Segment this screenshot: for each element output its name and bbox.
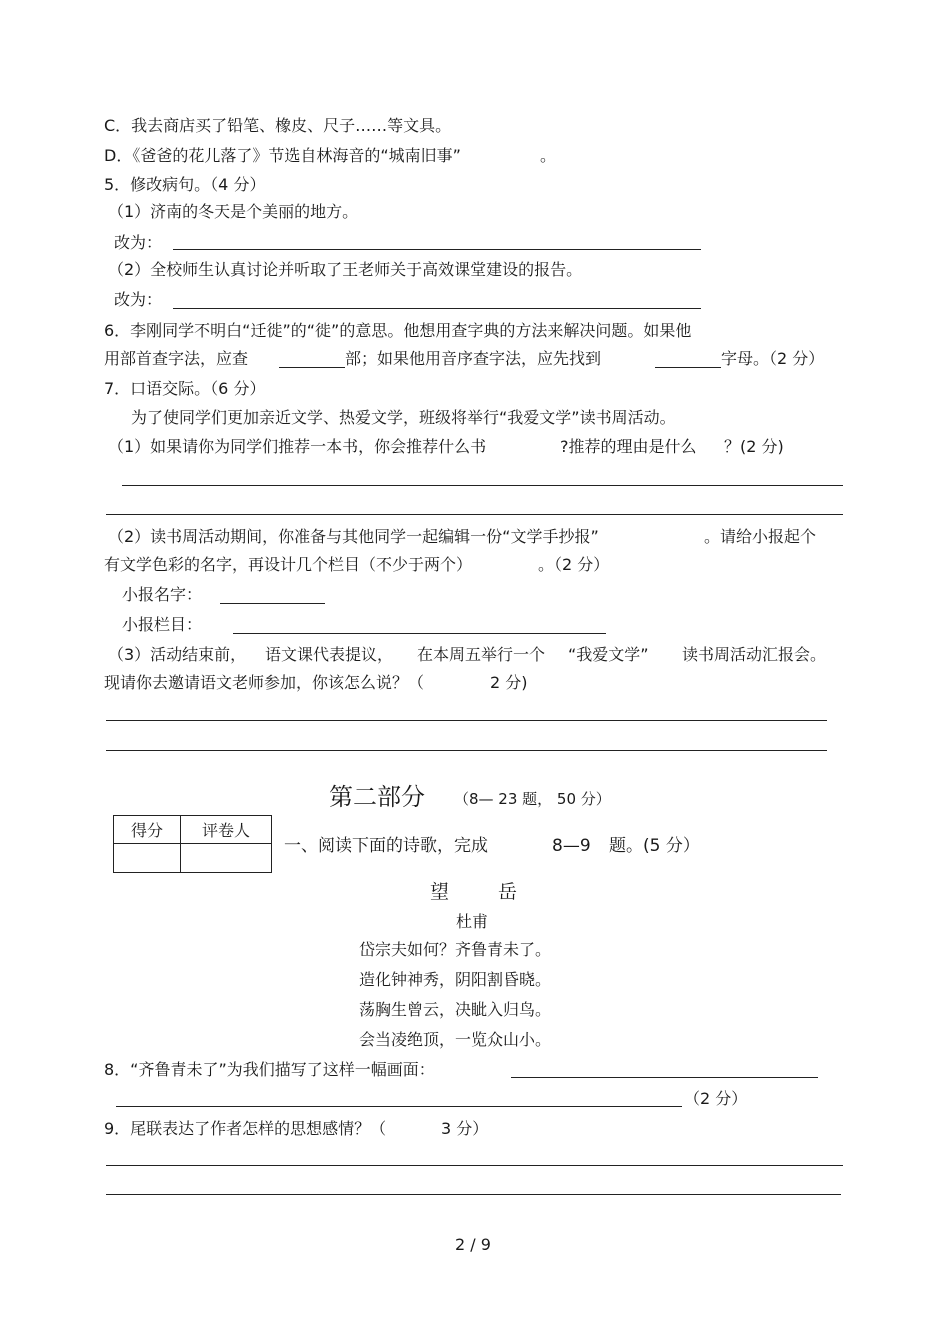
poem-line: 造化钟神秀，阴阳割昏晓。 bbox=[359, 970, 552, 989]
q6-line2-c: 字母。（2 分） bbox=[721, 349, 825, 368]
q7-2-d: 。（2 分） bbox=[538, 555, 610, 574]
q7-paper-columns-label: 小报栏目： bbox=[122, 615, 203, 634]
q7-3-d: “我爱文学” bbox=[568, 645, 649, 664]
section-1-a: 一、阅读下面的诗歌，完成 bbox=[284, 836, 488, 856]
q7-1-c: ？(2 分) bbox=[724, 437, 784, 456]
poem-line: 荡胸生曾云，决眦入归鸟。 bbox=[359, 1000, 552, 1019]
q6-radical-blank[interactable] bbox=[279, 367, 345, 368]
q6-line2-a: 用部首查字法，应查 bbox=[104, 349, 249, 368]
q8-text: 8．“齐鲁青未了”为我们描写了这样一幅画面： bbox=[104, 1060, 435, 1079]
q5-heading: 5．修改病句。（4 分） bbox=[104, 175, 266, 194]
q5-2: （2）全校师生认真讨论并听取了王老师关于高效课堂建设的报告。 bbox=[108, 260, 583, 279]
part2-range: （8— 23 题， 50 分） bbox=[454, 790, 611, 808]
q7-paper-name-blank[interactable] bbox=[220, 603, 325, 604]
q7-3-answer-line-1[interactable] bbox=[106, 720, 827, 721]
q7-paper-name-label: 小报名字： bbox=[122, 585, 203, 604]
q5-1: （1）济南的冬天是个美丽的地方。 bbox=[108, 202, 359, 221]
option-c: C．我去商店买了铅笔、橡皮、尺子……等文具。 bbox=[104, 116, 452, 135]
score-table bbox=[113, 815, 272, 873]
q7-3-g: 2 分) bbox=[490, 673, 528, 692]
q9-text: 9．尾联表达了作者怎样的思想感情？（ bbox=[104, 1119, 387, 1138]
score-header: 得分 bbox=[114, 816, 181, 844]
section-1-c: 题。(5 分） bbox=[609, 836, 700, 856]
q6-line1: 6．李刚同学不明白“迁徙”的“徙”的意思。他想用查字典的方法来解决问题。如果他 bbox=[104, 321, 692, 340]
q9-answer-line-1[interactable] bbox=[106, 1165, 843, 1166]
q7-3-f: 现请你去邀请语文老师参加，你该怎么说？（ bbox=[104, 673, 425, 692]
q7-2-c: 有文学色彩的名字，再设计几个栏目（不少于两个） bbox=[104, 555, 473, 574]
q7-1-a: （1）如果请你为同学们推荐一本书，你会推荐什么书 bbox=[108, 437, 487, 456]
q7-paper-columns-blank[interactable] bbox=[233, 633, 606, 634]
poem-line: 会当凌绝顶，一览众山小。 bbox=[359, 1030, 552, 1049]
q7-2-a: （2）读书周活动期间，你准备与其他同学一起编辑一份“文学手抄报” bbox=[108, 527, 599, 546]
q5-2-fix-label: 改为： bbox=[114, 290, 163, 309]
part2-title: 第二部分 bbox=[329, 783, 425, 811]
q8-answer-line-1[interactable] bbox=[511, 1077, 818, 1078]
q5-2-answer-line[interactable] bbox=[173, 308, 701, 309]
q7-heading: 7．口语交际。（6 分） bbox=[104, 379, 266, 398]
score-cell[interactable] bbox=[114, 844, 181, 873]
grader-header: 评卷人 bbox=[181, 816, 272, 844]
q6-letter-blank[interactable] bbox=[655, 367, 721, 368]
q5-1-answer-line[interactable] bbox=[173, 249, 701, 250]
q7-1-b: ?推荐的理由是什么 bbox=[560, 437, 697, 456]
q7-intro: 为了使同学们更加亲近文学、热爱文学，班级将举行“我爱文学”读书周活动。 bbox=[131, 408, 676, 427]
grader-cell[interactable] bbox=[181, 844, 272, 873]
q7-3-c: 在本周五举行一个 bbox=[417, 645, 546, 664]
poem-line: 岱宗夫如何？齐鲁青未了。 bbox=[359, 940, 552, 959]
q7-1-answer-line-2[interactable] bbox=[106, 514, 843, 515]
option-d-end: 。 bbox=[540, 146, 557, 165]
poem-title-char-2: 岳 bbox=[498, 881, 518, 903]
section-1-b: 8—9 bbox=[552, 836, 591, 856]
option-d: D．《爸爸的花儿落了》节选自林海音的“城南旧事” bbox=[104, 146, 461, 165]
q7-3-a: （3）活动结束前， bbox=[108, 645, 247, 664]
q7-3-answer-line-2[interactable] bbox=[106, 750, 827, 751]
q8-score: （2 分） bbox=[684, 1089, 748, 1108]
q7-2-b: 。请给小报起个 bbox=[704, 527, 817, 546]
poem-title-char-1: 望 bbox=[430, 881, 450, 903]
q9-answer-line-2[interactable] bbox=[106, 1194, 841, 1195]
q6-line2-b: 部；如果他用音序查字法，应先找到 bbox=[345, 349, 602, 368]
q5-1-fix-label: 改为： bbox=[114, 233, 163, 252]
page-number: 2 / 9 bbox=[455, 1235, 491, 1254]
q7-3-b: 语文课代表提议， bbox=[265, 645, 394, 664]
poem-author: 杜甫 bbox=[456, 912, 489, 931]
q8-answer-line-2[interactable] bbox=[116, 1106, 682, 1107]
q7-1-answer-line-1[interactable] bbox=[122, 485, 843, 486]
q9-score: 3 分） bbox=[441, 1119, 489, 1138]
q7-3-e: 读书周活动汇报会。 bbox=[682, 645, 827, 664]
